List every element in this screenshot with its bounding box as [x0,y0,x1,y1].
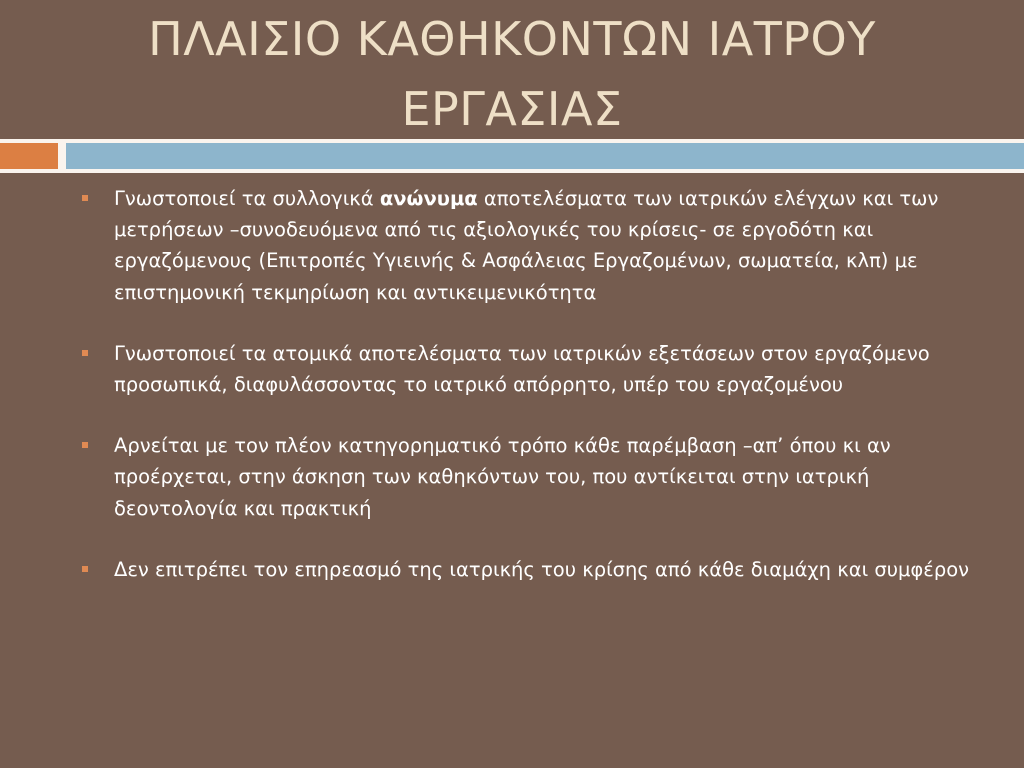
bullet-text: Αρνείται με τον πλέον κατηγορηματικό τρόπο κάθε παρέμβαση –απ’ όπου κι αν προέρχεται, στην άσκηση των καθηκόντων του, που αντίκειται στην ιατρική δεοντολογία και πρακτική [114,434,891,520]
bullet-text: Δεν επιτρέπει τον επηρεασμό της ιατρικής του κρίσης από κάθε διαμάχη και συμφέρον [114,557,970,581]
bullet-text: Γνωστοποιεί τα ατομικά αποτελέσματα των ιατρικών εξετάσεων στον εργαζόμενο προσωπικά, διαφυλάσσοντας το ιατρικό απόρρητο, υπέρ του εργαζομένου [114,341,930,397]
bullet-item [78,430,988,524]
square-bullet-icon [82,195,88,201]
accent-bar-orange [0,143,58,169]
bullet-item [78,338,988,400]
slide-title [40,4,984,144]
bullet-text-before: Γνωστοποιεί τα συλλογικά [114,187,380,210]
bullet-list [78,183,988,585]
bullet-text-after: αποτελέσματα των ιατρικών ελέγχων και των μετρήσεων –συνοδευόμενα από τις αξιολογικές του κρίσεις- σε εργοδότη και εργαζόμενους (Επιτροπές Υγιεινής & Ασφάλειας Εργαζομένων, σωματεία, κλπ) με επιστημονική τεκμηρίωση και αντικειμενικότητα [114,187,939,304]
square-bullet-icon [82,350,88,356]
square-bullet-icon [82,442,88,448]
bullet-text-bold: ανώνυμα [379,187,478,210]
slide-title-line-2: ΕΡΓΑΣΙΑΣ [401,82,623,136]
square-bullet-icon [82,566,88,572]
bullet-item [78,183,988,308]
slide-title-line-1: ΠΛΑΙΣΙΟ ΚΑΘΗΚΟΝΤΩΝ ΙΑΤΡΟΥ [148,12,876,66]
accent-bar-blue [66,143,1024,169]
bullet-item [78,554,988,585]
